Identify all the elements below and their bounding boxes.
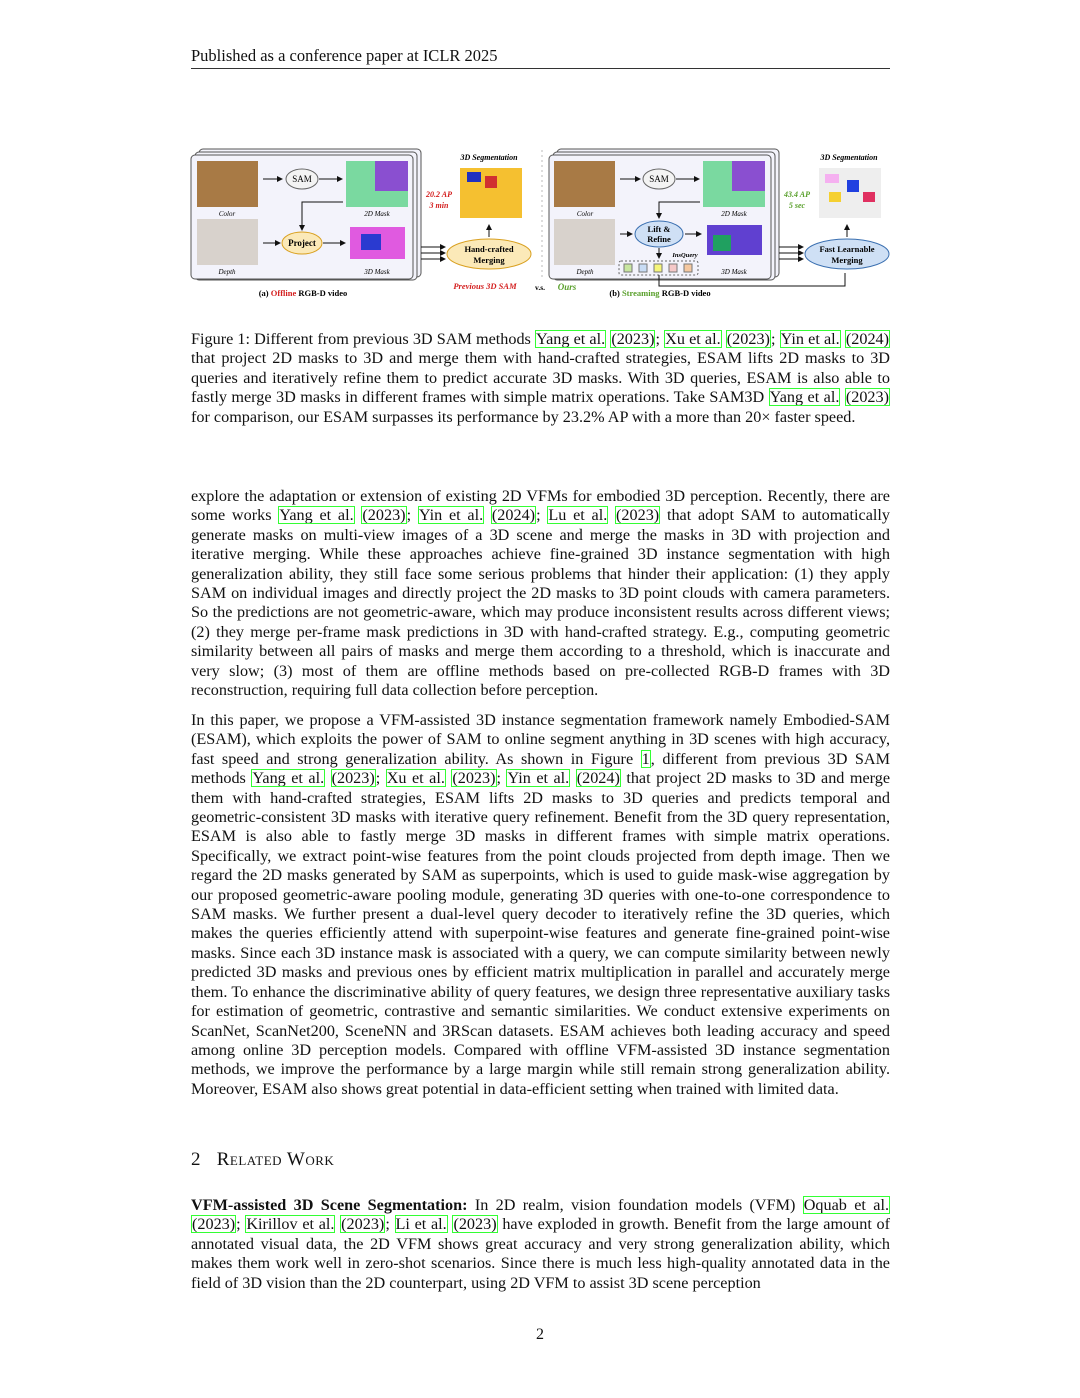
svg-text:Previous 3D SAM: Previous 3D SAM [453, 281, 517, 291]
query-token [624, 264, 632, 272]
svg-text:43.4 AP: 43.4 AP [784, 190, 810, 199]
citation-link[interactable]: Yang et al. [252, 769, 325, 788]
svg-text:20.2 AP: 20.2 AP [426, 190, 452, 199]
text-run: ; [770, 330, 780, 348]
svg-text:(a) Offline RGB-D video: (a) Offline RGB-D video [258, 288, 348, 298]
text-run: ; [655, 330, 665, 348]
citation-link[interactable]: Yang et al. [279, 506, 354, 525]
citation-link[interactable]: Yang et al. [769, 388, 840, 407]
svg-text:Fast Learnable: Fast Learnable [819, 244, 875, 254]
citation-link[interactable]: (2023) [611, 330, 655, 348]
citation-link[interactable]: Lu et al. [548, 506, 608, 525]
citation-link[interactable]: (2023) [453, 1215, 497, 1234]
text-run: ; [536, 506, 548, 525]
text-run: that adopt SAM to automatically generate masks on multi-view images of a 3D scene and merge the masks in 3D with projection and iterative merging. While these approaches achieve fine-grained 3D instance segmentation with high generalization ability, they still face some serious problems that hinder their application: (1) they apply SAM on individual images and directly project the 2D masks to 3D point clouds with camera parameters. So the predictions are not geometric-aware, which may produce inconsistent results across different views; (2) they merge per-frame mask predictions in 3D with hand-crafted strategy. E.g., computing geometric similarity between all pairs of masks and merge them according to a threshold, which is inaccurate and very slow; (3) most of them are offline methods based on pre-collected RGB-D frames with 3D reconstruction, requiring full data collection before perception. [191, 506, 891, 700]
citation-link[interactable]: Xu et al. [665, 330, 721, 348]
citation-link[interactable]: (2023) [845, 388, 890, 407]
text-run: ; [496, 769, 507, 788]
svg-text:Refine: Refine [647, 234, 671, 244]
text-run: ; [375, 769, 386, 788]
svg-text:3D Mask: 3D Mask [364, 268, 390, 276]
text-run: that project 2D masks to 3D and merge them with hand-crafted strategies, ESAM lifts 2D masks to 3D queries and predicts temporal and geometric-consistent 3D masks with iterative query refinement. Benefit from the 3D query representation, ESAM is also able to fastly merge 3D masks in different frames with simple matrix operations. Specifically, we extract point-wise features from the point clouds projected from depth image. Then we regard the 2D masks generated by SAM as superpoints, which is used to guide mask-wise aggregation by our proposed geometric-aware pooling module, generating 3D queries with one-to-one correspondence to SAM masks. We further present a dual-level query decoder to iteratively refine the 3D queries, which makes the queries efficiently attend with superpoint-wise features and generate fine-grained point-wise masks. Since each 3D instance mask is associated with a query, we can compute similarity between newly predicted 3D masks and previous ones by efficient matrix multiplication in parallel and accurately merge them. To enhance the discriminative ability of query features, we design three representative auxiliary tasks for estimation of geometric, contrastive and semantic similarities. We conduct extensive experiments on ScanNet, ScanNet200, SceneNN and 3RScan datasets. ESAM achieves both leading accuracy and speed among online 3D perception models. Compared with offline VFM-assisted 3D instance segmentation methods, we improve the performance by a large margin while still remain strong generalization ability. Moreover, ESAM also shows great potential in data-efficient setting when trained with limited data. [191, 769, 891, 1098]
svg-text:3D Segmentation: 3D Segmentation [460, 153, 518, 162]
citation-link[interactable]: (2023) [362, 506, 406, 525]
text-run: for comparison, our ESAM surpasses its performance by 23.2% AP with a more than 20× faster speed. [191, 407, 856, 426]
query-token [669, 264, 677, 272]
svg-text:InsQuery: InsQuery [672, 252, 698, 259]
sam-label: SAM [292, 174, 312, 184]
svg-text:2D Mask: 2D Mask [364, 210, 390, 218]
citation-link[interactable]: 1 [641, 749, 650, 768]
citation-link[interactable]: (2023) [192, 1215, 236, 1234]
citation-link[interactable]: Yin et al. [418, 506, 484, 525]
citation-link[interactable]: Oquab et al. [803, 1196, 889, 1214]
citation-link[interactable]: (2023) [616, 506, 660, 525]
svg-text:3 min: 3 min [429, 201, 449, 210]
citation-link[interactable]: (2024) [491, 506, 536, 525]
citation-link[interactable]: Yang et al. [536, 330, 606, 348]
citation-link[interactable]: Xu et al. [386, 769, 445, 788]
svg-text:v.s.: v.s. [534, 283, 546, 292]
text-run [570, 769, 575, 787]
text-run [484, 506, 491, 524]
text-run: explore the adaptation or extension of existing 2D VFMs for embodied 3D perception. Recently, there are some works [191, 487, 890, 525]
text-run: ; [406, 506, 418, 525]
page-number: 2 [536, 1326, 544, 1343]
text-run: Figure 1: Different from previous 3D SAM methods [191, 330, 536, 348]
query-token [639, 264, 647, 272]
svg-text:Lift &: Lift & [647, 224, 671, 234]
paragraph [191, 711, 890, 1099]
streaming-panel [549, 149, 889, 298]
citation-link[interactable]: Yin et al. [780, 330, 840, 348]
figure-caption [191, 330, 890, 427]
citation-link[interactable]: (2023) [452, 769, 496, 788]
svg-text:3D Mask: 3D Mask [721, 268, 747, 276]
text-run: ; [236, 1215, 246, 1234]
svg-text:Depth: Depth [218, 268, 236, 276]
text-run: In this paper, we propose a VFM-assisted 3D instance segmentation framework namely Embodied-SAM (ESAM), which exploits the power of SAM to online segment anything in 3D scenes with high accuracy, fast speed and strong generalization ability. As shown in Figure [191, 711, 890, 768]
svg-text:Color: Color [218, 210, 236, 218]
text-run: that project 2D masks to 3D and merge them with hand-crafted strategies, ESAM lifts 2D masks to 3D queries and iteratively refine them to predict accurate 3D masks. With 3D queries, ESAM is also able to fastly merge 3D masks in different frames with simple matrix operations. Take SAM3D [191, 349, 890, 407]
text-run: have exploded in growth. Benefit from the large amount of annotated visual data, the 2D VFM shows great accuracy and very strong generalization ability, which makes them work well in zero-shot scenarios. Since there is much less high-quality annotated data in the field of 3D vision than the 2D counterpart, using 2D VFM to assist 3D scene perception [191, 1215, 891, 1292]
svg-text:(b) Streaming RGB-D video: (b) Streaming RGB-D video [609, 288, 711, 298]
svg-text:2D Mask: 2D Mask [721, 210, 747, 218]
text-run: In 2D realm, vision foundation models (VFM) [467, 1196, 803, 1214]
svg-text:Project: Project [288, 238, 316, 248]
citation-link[interactable]: Yin et al. [507, 769, 570, 788]
running-header: Published as a conference paper at ICLR 2025 [191, 46, 890, 69]
section-heading: 2 Related Work [191, 1149, 335, 1170]
query-token [654, 264, 662, 272]
query-token [684, 264, 692, 272]
citation-link[interactable]: (2023) [726, 330, 770, 348]
paragraph [191, 487, 890, 700]
svg-text:5 sec: 5 sec [788, 201, 806, 210]
citation-link[interactable]: (2024) [576, 769, 620, 788]
citation-link[interactable]: (2023) [341, 1215, 385, 1234]
citation-link[interactable]: Li et al. [395, 1215, 447, 1234]
svg-text:SAM: SAM [649, 174, 669, 184]
text-run: ; [385, 1215, 395, 1234]
svg-text:Merging: Merging [473, 255, 505, 265]
svg-text:Depth: Depth [576, 268, 594, 276]
svg-text:Hand-crafted: Hand-crafted [464, 244, 514, 254]
svg-text:3D Segmentation: 3D Segmentation [820, 153, 878, 162]
figure-1 [185, 140, 905, 310]
citation-link[interactable]: (2023) [331, 769, 375, 788]
svg-text:Ours: Ours [557, 282, 577, 292]
paragraph [191, 1196, 890, 1293]
text-run [325, 769, 330, 787]
depth-image [197, 219, 258, 265]
svg-text:Color: Color [576, 210, 594, 218]
text-run: , different from previous 3D SAM methods [191, 749, 890, 788]
color-image [197, 161, 258, 207]
offline-panel [191, 149, 531, 298]
svg-text:Merging: Merging [831, 255, 863, 265]
citation-link[interactable]: Kirillov et al. [246, 1215, 335, 1234]
paragraph-heading: VFM-assisted 3D Scene Segmentation: [191, 1196, 468, 1214]
citation-link[interactable]: (2024) [845, 330, 890, 348]
